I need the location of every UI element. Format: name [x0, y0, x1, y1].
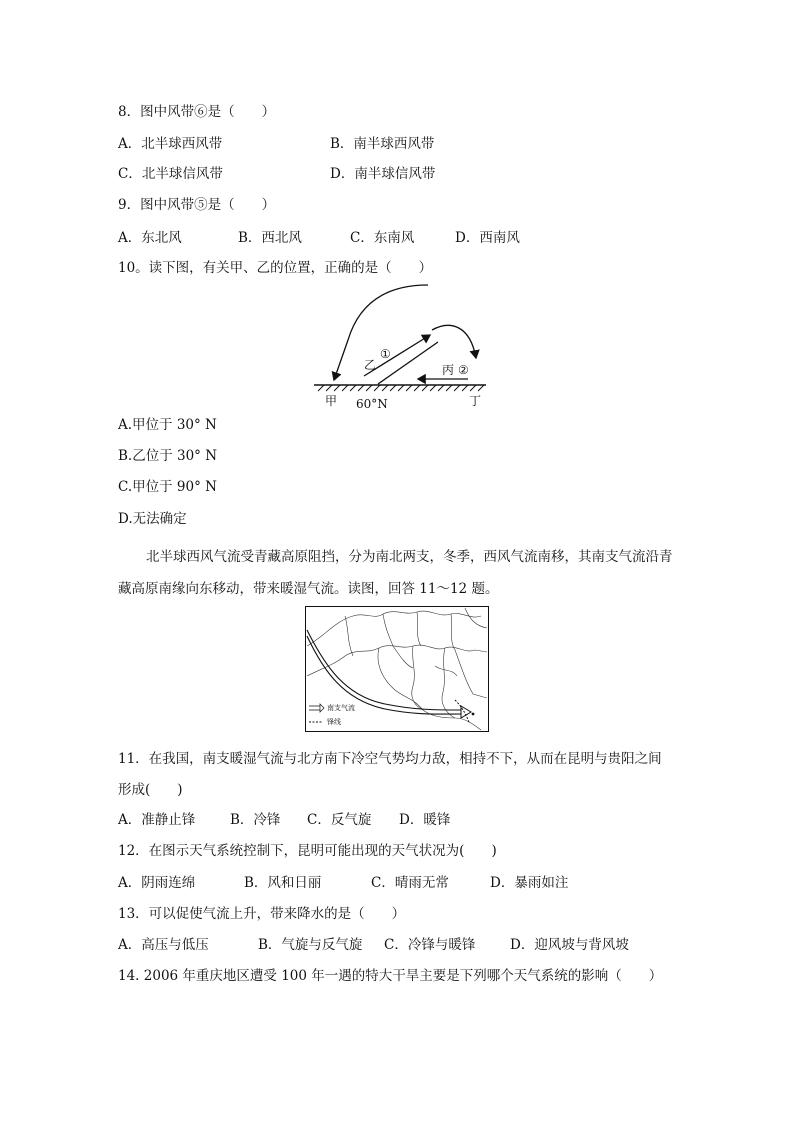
q9-stem: 9．图中风带⑤是（ ）: [118, 197, 276, 213]
q11-stem-line2: 形成( ): [118, 782, 183, 798]
upper-right-flow-arrow: [432, 325, 476, 358]
q8-option-b: B．南半球西风带: [330, 136, 435, 152]
q11-option-b: B．冷锋: [230, 812, 281, 828]
q10-circulation-diagram: [300, 280, 510, 412]
q11-stem-line1: 11．在我国，南支暖湿气流与北方南下冷空气势均力敌，相持不下，从而在昆明与贵阳之间: [118, 751, 662, 767]
q12-option-c: C．晴雨无常: [371, 875, 449, 891]
q13-stem: 13．可以促使气流上升，带来降水的是（ ）: [118, 906, 406, 922]
q13-option-c: C．冷锋与暖锋: [384, 937, 476, 953]
label-ding: 丁: [469, 394, 482, 408]
q9-option-b: B．西北风: [238, 230, 302, 246]
label-jia: 甲: [325, 394, 338, 408]
legend-flow-label: 南支气流: [327, 704, 355, 712]
q10-stem: 10。读下图，有关甲、乙的位置，正确的是（ ）: [118, 260, 433, 276]
q13-option-a: A．高压与低压: [118, 937, 209, 953]
q12-option-d: D．暴雨如注: [490, 875, 569, 891]
q8-option-d: D．南半球信风带: [330, 166, 436, 182]
southern-branch-map: [305, 606, 489, 732]
q8-stem: 8．图中风带⑥是（ ）: [118, 104, 276, 120]
q10-option-d: D.无法确定: [118, 511, 187, 527]
legend-front-label: 锋线: [327, 718, 341, 726]
q14-stem: 14. 2006 年重庆地区遭受 100 年一遇的特大干旱主要是下列哪个天气系统的影响（ ）: [118, 968, 663, 984]
q12-stem: 12．在图示天气系统控制下，昆明可能出现的天气状况为( ): [118, 843, 497, 859]
q9-option-a: A．东北风: [118, 230, 182, 246]
label-circle-2: ②: [458, 363, 469, 377]
q10-option-a: A.甲位于 30° N: [118, 417, 217, 433]
city-dot: [472, 713, 475, 716]
q11-option-c: C．反气旋: [307, 812, 372, 828]
q12-option-a: A．阴雨连绵: [118, 875, 196, 891]
q12-option-b: B．风和日丽: [244, 875, 322, 891]
q11-option-d: D．暖锋: [399, 812, 451, 828]
q11-option-a: A．准静止锋: [118, 812, 196, 828]
passage-text: 北半球西风气流受青藏高原阻挡，分为南北两支，冬季，西风气流南移，其南支气流沿青藏高原南缘向东移动，带来暖湿气流。读图，回答 11～12 题。: [118, 549, 673, 597]
q10-option-c: C.甲位于 90° N: [118, 479, 217, 495]
q13-option-b: B．气旋与反气旋: [258, 937, 363, 953]
q9-option-d: D．西南风: [455, 230, 520, 246]
q8-option-a: A．北半球西风带: [118, 136, 223, 152]
q13-option-d: D．迎风坡与背风坡: [510, 937, 629, 953]
label-circle-1: ①: [380, 347, 391, 361]
label-yi: 乙: [364, 358, 377, 372]
q8-option-c: C．北半球信风带: [118, 166, 223, 182]
label-latitude: 60°N: [356, 397, 388, 411]
label-bing: 丙: [442, 363, 455, 377]
ground-hatching: [318, 385, 484, 391]
q10-option-b: B.乙位于 30° N: [118, 448, 218, 464]
q9-option-c: C．东南风: [350, 230, 415, 246]
